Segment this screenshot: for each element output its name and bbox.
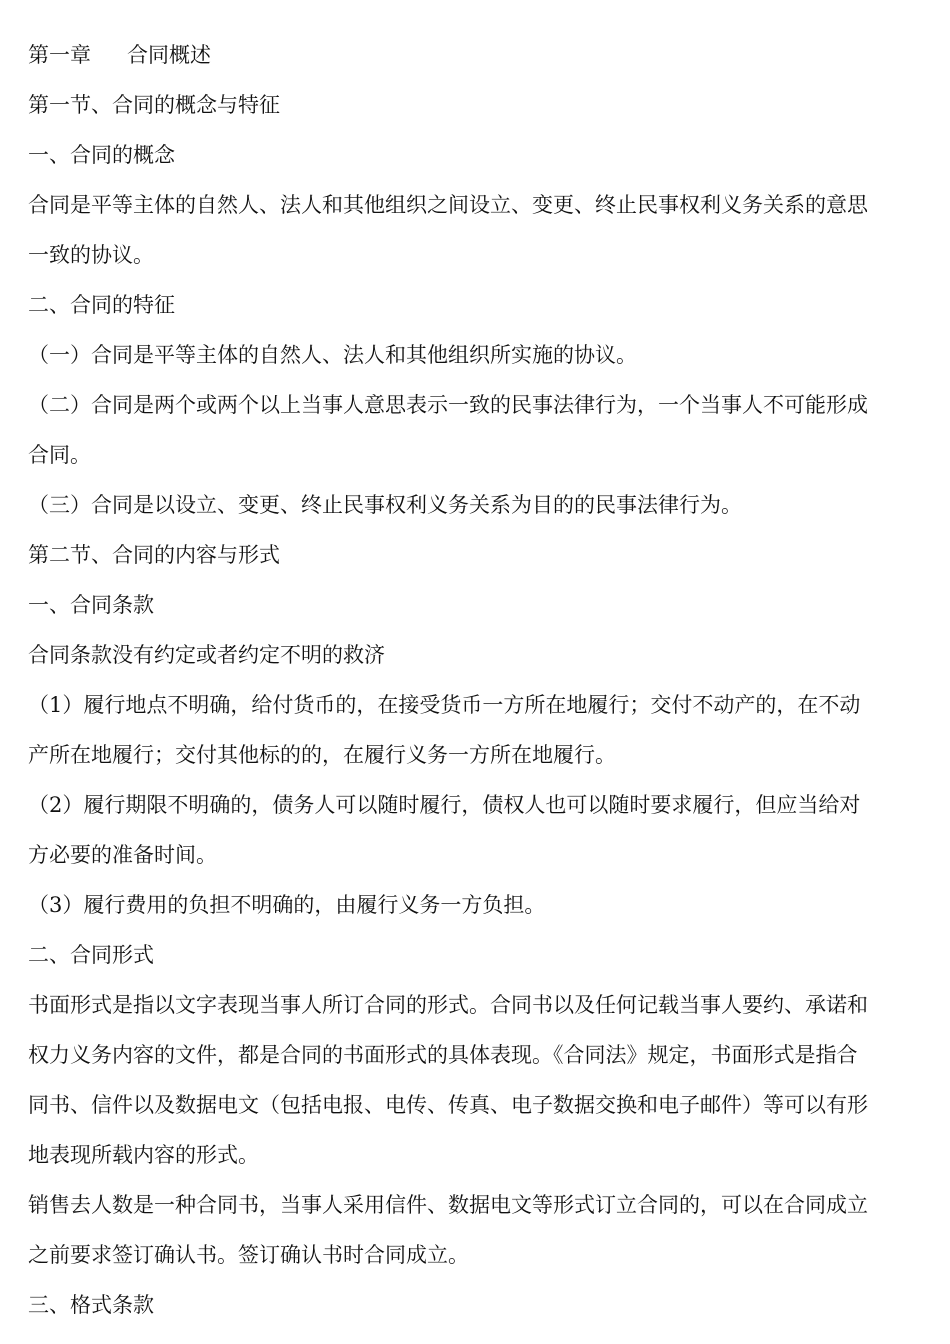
paragraph-line: 书面形式是指以文字表现当事人所订合同的形式。合同书以及任何记载当事人要约、承诺和 — [28, 993, 868, 1017]
subsection-heading: 一、合同条款 — [28, 593, 154, 617]
paragraph-line: 一致的协议。 — [28, 243, 154, 267]
list-item: （1）履行地点不明确，给付货币的，在接受货币一方所在地履行；交付不动产的，在不动 — [28, 693, 861, 717]
paragraph-line: 地表现所载内容的形式。 — [28, 1143, 259, 1167]
subsection-heading: 一、合同的概念 — [28, 143, 175, 167]
document-page — [28, 30, 924, 1330]
paragraph-line: 之前要求签订确认书。签订确认书时合同成立。 — [28, 1243, 469, 1267]
paragraph-line: 合同是平等主体的自然人、法人和其他组织之间设立、变更、终止民事权利义务关系的意思 — [28, 193, 868, 217]
subsection-heading: 二、合同形式 — [28, 943, 154, 967]
paragraph-line: 同书、信件以及数据电文（包括电报、电传、传真、电子数据交换和电子邮件）等可以有形 — [28, 1093, 868, 1117]
subsection-heading: 二、合同的特征 — [28, 293, 175, 317]
section-heading: 第一节、合同的概念与特征 — [28, 93, 280, 117]
list-item-continuation: 方必要的准备时间。 — [28, 843, 217, 867]
list-item-continuation: 合同。 — [28, 443, 91, 467]
section-heading: 第二节、合同的内容与形式 — [28, 543, 280, 567]
subsection-heading: 三、格式条款 — [28, 1293, 154, 1317]
paragraph-line: 销售去人数是一种合同书，当事人采用信件、数据电文等形式订立合同的，可以在合同成立 — [28, 1193, 868, 1217]
list-item: （二）合同是两个或两个以上当事人意思表示一致的民事法律行为，一个当事人不可能形成 — [28, 393, 868, 417]
list-item: （一）合同是平等主体的自然人、法人和其他组织所实施的协议。 — [28, 343, 637, 367]
paragraph-line: 权力义务内容的文件，都是合同的书面形式的具体表现。《合同法》规定，书面形式是指合 — [28, 1043, 858, 1067]
chapter-title: 合同概述 — [127, 43, 211, 67]
list-item: （2）履行期限不明确的，债务人可以随时履行，债权人也可以随时要求履行，但应当给对 — [28, 793, 861, 817]
paragraph-line: 合同条款没有约定或者约定不明的救济 — [28, 643, 385, 667]
list-item: （三）合同是以设立、变更、终止民事权利义务关系为目的的民事法律行为。 — [28, 493, 742, 517]
list-item-continuation: 产所在地履行；交付其他标的的，在履行义务一方所在地履行。 — [28, 743, 616, 767]
chapter-number: 第一章 — [28, 43, 91, 67]
list-item: （3）履行费用的负担不明确的，由履行义务一方负担。 — [28, 893, 546, 917]
chapter-heading — [28, 30, 924, 80]
